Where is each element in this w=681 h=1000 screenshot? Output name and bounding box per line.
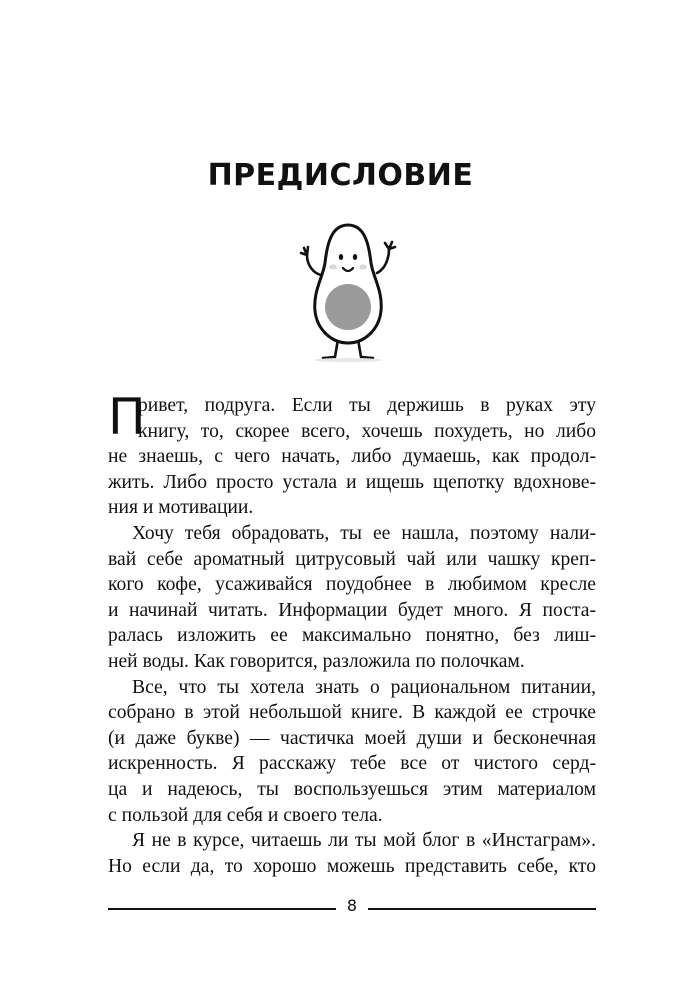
text-line: Все, что ты хотела знать о рациональном питании, [132,676,596,698]
text-line: ца и надеюсь, ты воспользуешься этим материалом [108,778,596,800]
text-line: ривет, подруга. Если ты держишь в руках эту [138,395,596,416]
text-line: книгу, то, скорее всего, хочешь похудеть, но либо [138,420,596,442]
chapter-title: ПРЕДИСЛОВИЕ [207,158,474,193]
text-line: и начинай читать. Информации будет много. Я поста- [108,599,596,621]
page-number: 8 [346,896,358,915]
text-line: ния и мотивации. [108,497,254,519]
text-line: жить. Либо просто устала и ищешь щепотку вдохнове- [108,471,596,493]
text-line: Я не в курсе, читаешь ли ты мой блог в «Инстаграм». [132,830,596,852]
text-line: кого кофе, усаживайся поудобнее в любимом кресле [108,574,596,596]
text-line: ралась изложить ее максимально понятно, без лиш- [108,625,596,647]
text-line: вай себе ароматный цитрусовый чай или чашку креп- [108,548,596,570]
page-footer [108,896,596,920]
text-line: собрано в этой небольшой книге. В каждой ее строчке [108,702,596,724]
drop-cap: П [108,388,146,446]
footer-rule-right [368,908,596,910]
text-line: не знаешь, с чего начать, либо думаешь, как продол- [108,446,596,468]
avocado-character-icon [293,215,403,365]
text-line: искренность. Я расскажу тебе все от чистого серд- [108,753,596,775]
text-line: (и даже букве) — частичка моей души и бесконечная [108,727,596,749]
body-text [108,388,596,879]
text-line: ней воды. Как говорится, разложила по полочкам. [108,650,525,672]
text-line: Хочу тебя обрадовать, ты ее нашла, поэтому нали- [132,522,596,544]
text-line: Но если да, то хорошо можешь представить себе, кто [108,855,596,877]
text-line: с пользой для себя и своего тела. [108,804,383,826]
footer-rule-left [108,908,336,910]
